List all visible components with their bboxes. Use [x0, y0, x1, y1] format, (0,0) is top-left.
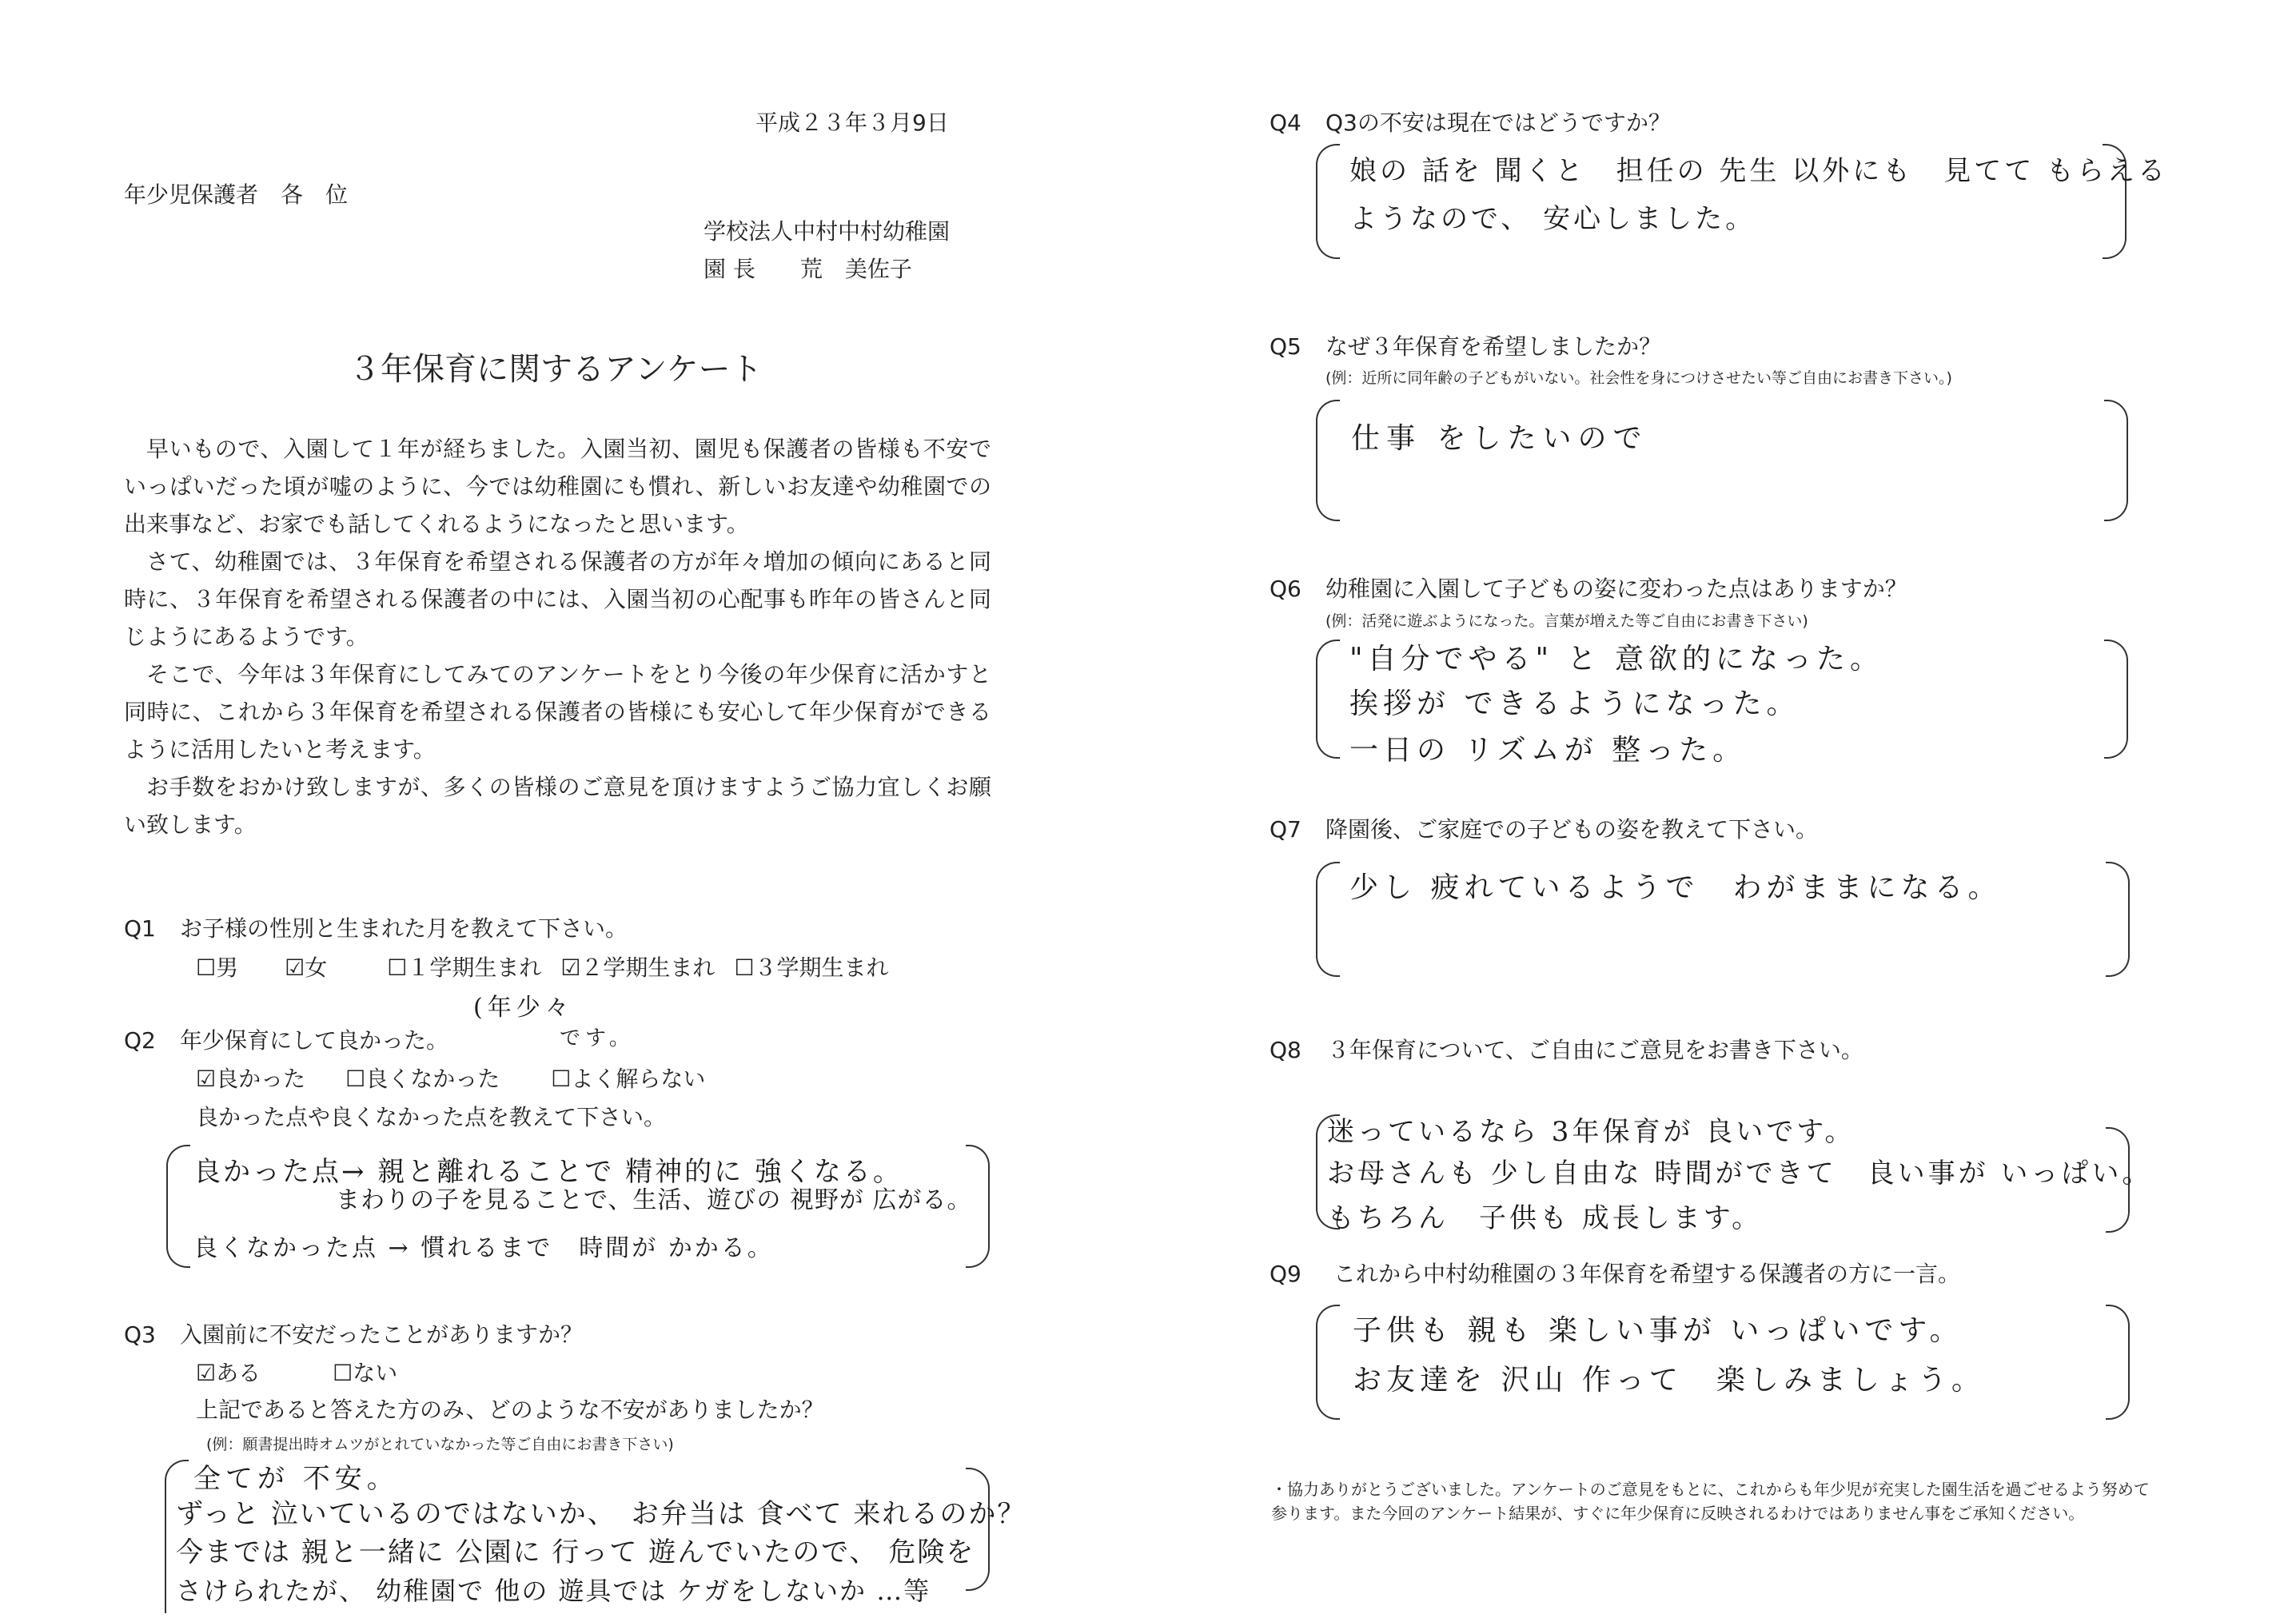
- q6-answer-line: "自分でやる" と 意欲的になった。: [1349, 643, 1884, 675]
- intro-paragraph: さて、幼稚園では、３年保育を希望される保護者の方が年々増加の傾向にあると同時に、３年保育を希望される保護者の中には、入園当初の心配事も昨年の皆さんと同じようにあるようです。: [124, 548, 991, 650]
- q9-question: これから中村幼稚園の３年保育を希望する保護者の方に一言。: [1333, 1261, 1961, 1287]
- principal-name: 園 長 荒 美佐子: [704, 256, 912, 282]
- q3-subquestion: 上記であると答えた方のみ、どのような不安がありましたか？: [196, 1397, 824, 1423]
- q3-answer-line: 今までは 親と一緒に 公園に 行って 遊んでいたので、 危険を: [176, 1536, 975, 1568]
- checkbox-term3[interactable]: ☐３学期生まれ: [734, 954, 889, 981]
- q5-example: (例：近所に同年齢の子どもがいない。社会性を身につけさせたい等ご自由にお書き下さい。): [1325, 369, 1952, 387]
- q4-answer-bracket-left: [1316, 144, 1340, 259]
- q6-answer-line: 一日の リズムが 整った。: [1349, 734, 1747, 767]
- q2-answer-line: 良かった点→ 親と離れることで 精神的に 強くなる。: [193, 1156, 903, 1188]
- q8-number: Q8: [1270, 1037, 1301, 1063]
- q9-answer-bracket-right: [2106, 1305, 2130, 1420]
- q5-answer-bracket-right: [2104, 400, 2128, 521]
- q6-question: 幼稚園に入園して子どもの姿に変わった点はありますか？: [1325, 576, 1907, 602]
- q3-example: (例：願書提出時オムツがとれていなかった等ご自由にお書き下さい): [206, 1436, 674, 1453]
- recipient: 年少児保護者 各 位: [124, 181, 349, 208]
- checkbox-not-good[interactable]: ☐良くなかった: [345, 1066, 500, 1092]
- q3-options: [196, 1362, 397, 1385]
- q9-answer-bracket-left: [1316, 1305, 1340, 1420]
- q8-answer-line: もちろん 子供も 成長します。: [1327, 1202, 1763, 1234]
- q2-answer-bracket-left: [166, 1145, 190, 1268]
- q4-answer-line: ようなので、 安心しました。: [1349, 203, 1756, 235]
- q8-answer-line: お母さんも 少し自由な 時間ができて 良い事が いっぱい。: [1327, 1158, 2153, 1190]
- checkbox-good[interactable]: ☑良かった: [196, 1066, 306, 1092]
- intro-paragraph: お手数をおかけ致しますが、多くの皆様のご意見を頂けますようご協力宜しくお願い致します。: [124, 774, 991, 838]
- intro-text: [124, 430, 991, 843]
- q6-answer-bracket-right: [2104, 640, 2128, 759]
- q2-options: [196, 1068, 705, 1090]
- q3-answer-line: さけられたが、 幼稚園で 他の 遊具では ケガをしないか …等: [176, 1576, 931, 1606]
- q4-answer-line: 娘の 話を 聞くと 担任の 先生 以外にも 見てて もらえる: [1349, 155, 2169, 187]
- q5-question: なぜ３年保育を希望しましたか？: [1325, 333, 1662, 360]
- q7-question: 降園後、ご家庭での子どもの姿を教えて下さい。: [1325, 816, 1819, 843]
- q7-number: Q7: [1270, 816, 1301, 843]
- checkbox-unsure[interactable]: ☐よく解らない: [551, 1066, 706, 1092]
- footer-note: ・協力ありがとうございました。アンケートのご意見をもとに、これからも年少児が充実した園生活を過ごせるよう努めて参ります。また今回のアンケート結果が、すぐに年少保育に反映されるわけではありません事をご承知ください。: [1271, 1480, 2150, 1523]
- q6-example: (例：活発に遊ぶようになった。言葉が増えた等ご自由にお書き下さい): [1325, 612, 1808, 630]
- q3-number: Q3: [124, 1321, 156, 1348]
- intro-paragraph: 早いもので、入園して１年が経ちました。入園当初、園児も保護者の皆様も不安でいっぱいだった頃が嘘のように、今では幼稚園にも慣れ、新しいお友達や幼稚園での出来事など、お家でも話してくれるようになったと思います。: [124, 436, 991, 537]
- q4-question: Q3の不安は現在ではどうですか？: [1325, 110, 1671, 136]
- q9-answer-line: 子供も 親も 楽しい事が いっぱいです。: [1353, 1314, 1963, 1347]
- q3-answer-line: ずっと 泣いているのではないか、 お弁当は 食べて 来れるのか？: [176, 1498, 1026, 1530]
- q5-answer-bracket-left: [1316, 400, 1340, 521]
- q3-question: 入園前に不安だったことがありますか？: [180, 1321, 584, 1348]
- q7-answer-bracket-right: [2106, 862, 2130, 977]
- q5-answer-line: 仕事 をしたいので: [1351, 422, 1648, 455]
- q2-handwritten-note: (年少々: [473, 994, 574, 1022]
- q9-answer-line: お友達を 沢山 作って 楽しみましょう。: [1353, 1364, 1985, 1397]
- q2-handwritten-note: です。: [560, 1026, 635, 1050]
- checkbox-female[interactable]: ☑女: [285, 954, 328, 981]
- q3-answer-line: 全てが 不安。: [193, 1463, 399, 1495]
- checkbox-term1[interactable]: ☐１学期生まれ: [387, 954, 542, 981]
- q5-number: Q5: [1270, 333, 1301, 360]
- document-title: ３年保育に関するアンケート: [349, 351, 763, 388]
- q2-answer-line: まわりの子を見ることで、生活、遊びの 視野が 広がる。: [336, 1186, 972, 1214]
- q6-answer-line: 挨拶が できるようになった。: [1349, 687, 1800, 720]
- checkbox-no[interactable]: ☐ない: [333, 1360, 398, 1386]
- checkbox-male[interactable]: ☐男: [196, 954, 239, 981]
- q7-answer-line: 少し 疲れているようで わがままになる。: [1349, 871, 2002, 904]
- checkbox-term2[interactable]: ☑２学期生まれ: [560, 954, 716, 981]
- q1-number: Q1: [124, 915, 156, 942]
- date: 平成２３年３月9日: [755, 110, 949, 136]
- checkbox-yes[interactable]: ☑ある: [196, 1360, 261, 1386]
- q1-options: [196, 954, 889, 981]
- q4-number: Q4: [1270, 110, 1301, 136]
- q2-question: 年少保育にして良かった。: [180, 1027, 449, 1054]
- q2-answer-line: 良くなかった点 → 慣れるまで 時間が かかる。: [193, 1234, 774, 1262]
- q6-answer-bracket-left: [1316, 640, 1340, 759]
- q6-number: Q6: [1270, 576, 1301, 602]
- q2-number: Q2: [124, 1027, 156, 1054]
- q8-answer-line: 迷っているなら 3年保育が 良いです。: [1327, 1116, 1856, 1148]
- q8-question: ３年保育について、ご自由にご意見をお書き下さい。: [1327, 1037, 1864, 1063]
- q2-subquestion: 良かった点や良くなかった点を教えて下さい。: [196, 1104, 667, 1130]
- q7-answer-bracket-left: [1316, 862, 1340, 977]
- q1-question: お子様の性別と生まれた月を教えて下さい。: [180, 915, 628, 942]
- school-name: 学校法人中村中村幼稚園: [704, 218, 951, 245]
- q9-number: Q9: [1270, 1261, 1301, 1287]
- intro-paragraph: そこで、今年は３年保育にしてみてのアンケートをとり今後の年少保育に活かすと同時に、これから３年保育を希望される保護者の皆様にも安心して年少保育ができるように活用したいと考えます。: [124, 661, 991, 763]
